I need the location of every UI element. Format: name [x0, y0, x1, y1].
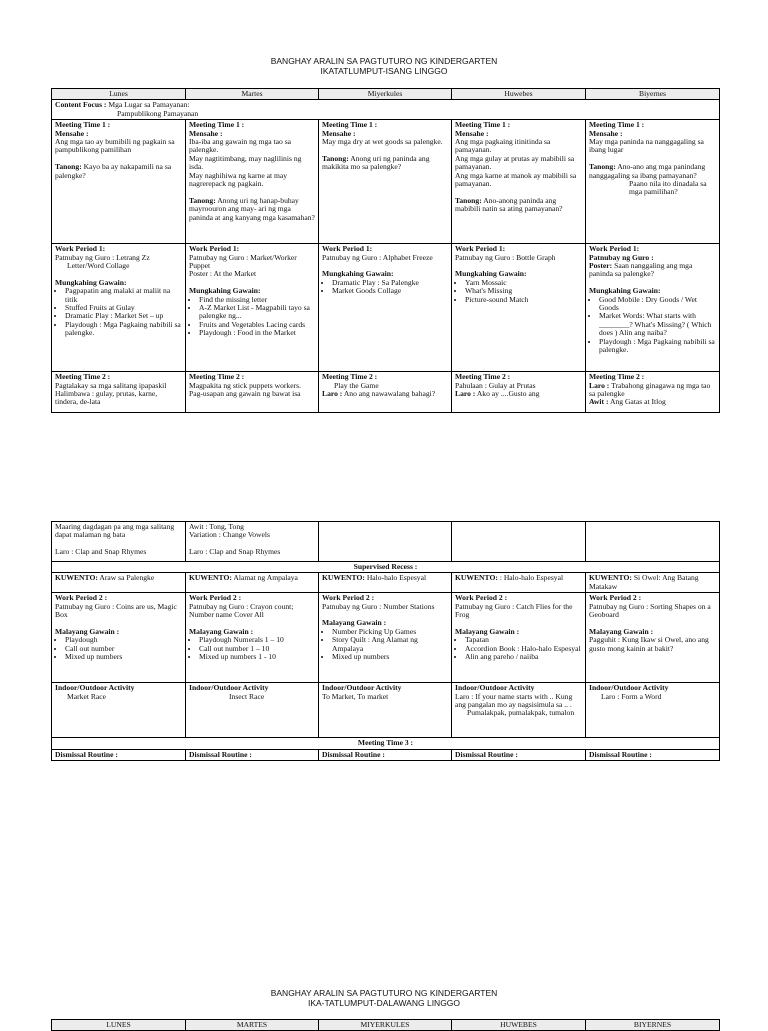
work-period-label: Work Period 2 : — [589, 593, 642, 603]
patnubay-text: Patnubay ng Guro : Letrang Zz — [55, 252, 150, 262]
continued-tuesday — [186, 522, 319, 562]
mungkahing-gawain-label: Mungkahing Gawain: — [189, 286, 261, 296]
mensahe-text: Ang mga gulay at prutas ay mabibili sa pamayanan. — [455, 153, 575, 172]
meeting-time-1-tuesday — [186, 120, 319, 244]
variation-text: Variation : Change Vowels — [189, 530, 270, 540]
day-header-thursday: HUWEBES — [452, 1020, 586, 1031]
laro-label: Laro : — [189, 547, 208, 557]
activity-list — [189, 296, 315, 338]
kuwento-label: KUWENTO: — [189, 573, 232, 583]
list-item: • Fruits and Vegetables Lacing cards — [199, 321, 315, 329]
indoor-outdoor-monday — [52, 683, 186, 738]
indoor-outdoor-thursday — [452, 683, 586, 738]
malayang-gawain-label: Malayang Gawain : — [322, 618, 387, 628]
list-item: • Playdough : Mga Pagkaing nabibili sa palengke. — [65, 321, 182, 338]
list-item: • Mixed up numbers — [332, 653, 448, 661]
tanong-label: Tanong: — [589, 162, 616, 172]
dismissal-wednesday: Dismissal Routine : — [319, 749, 452, 760]
meeting-time-3-row: Meeting Time 3 : — [52, 738, 720, 749]
activity-list — [455, 279, 582, 304]
indoor-outdoor-text: To Market, To market — [322, 691, 389, 701]
meeting-time-2-friday — [586, 372, 720, 413]
page-subtitle: IKA-TATLUMPUT-DALAWANG LINGGO — [307, 998, 461, 1008]
activity-list — [189, 636, 315, 661]
list-item: • Market Goods Collage — [332, 287, 448, 295]
list-item: • Alin ang pareho / naiiba — [465, 653, 582, 661]
list-item: • A-Z Market List - Magpabili tayo sa palengke ng... — [199, 304, 315, 321]
page-subtitle: IKATATLUMPUT-ISANG LINGGO — [320, 66, 448, 76]
mensahe-label: Mensahe : — [55, 128, 89, 138]
kuwento-title: : Halo-halo Espesyal — [499, 573, 564, 583]
patnubay-text: Patnubay ng Guro : Market/Worker Puppet — [189, 252, 297, 271]
mensahe-text: Ang mga karne at manok ay mabibili sa pamayanan. — [455, 170, 577, 189]
work-period-2-friday — [586, 593, 720, 683]
meeting-time-label: Meeting Time 2 : — [589, 372, 645, 382]
poster-label: Poster: — [589, 261, 613, 271]
indoor-outdoor-wednesday — [319, 683, 452, 738]
list-item: • Dramatic Play : Market Set – up — [65, 312, 182, 320]
activity-list — [55, 636, 182, 661]
awit-text: Awit : Tong, Tong — [189, 522, 244, 531]
lesson-plan-table-week31 — [51, 88, 720, 413]
dismissal-thursday: Dismissal Routine : — [452, 749, 586, 760]
meeting-text: Trabahong ginagawa ng mga tao sa palengke — [589, 380, 711, 399]
kuwento-label: KUWENTO: — [322, 573, 365, 583]
content-focus-cell — [52, 100, 720, 120]
list-item: • Playdough — [65, 636, 182, 644]
tanong-label: Tanong: — [455, 195, 482, 205]
meeting-time-2-wednesday — [319, 372, 452, 413]
list-item: • What's Missing — [465, 287, 582, 295]
indoor-outdoor-label: Indoor/Outdoor Activity — [455, 683, 535, 693]
meeting-time-1-friday — [586, 120, 720, 244]
tanong-text: Paano nila ito dinadala sa mga pamilihan? — [629, 179, 707, 197]
mensahe-label: Mensahe : — [322, 128, 356, 138]
work-period-2-thursday — [452, 593, 586, 683]
indoor-outdoor-label: Indoor/Outdoor Activity — [189, 683, 269, 693]
continued-friday — [586, 522, 720, 562]
work-period-1-monday — [52, 244, 186, 372]
meeting-text: Ako ay ....Gusto ang — [476, 389, 540, 399]
tanong-label: Tanong: — [55, 162, 82, 172]
day-header-monday: Lunes — [52, 89, 186, 100]
day-header-wednesday: MIYERKULES — [319, 1020, 452, 1031]
mungkahing-gawain-label: Mungkahing Gawain: — [322, 269, 394, 279]
laro-label: Laro : — [589, 380, 610, 390]
work-period-1-tuesday — [186, 244, 319, 372]
work-period-label: Work Period 1: — [55, 244, 106, 254]
tanong-text: Anong uri ng paninda ang makikita mo sa palengke? — [322, 153, 430, 172]
meeting-text: Ang Gatas at Itlog — [609, 397, 666, 407]
patnubay-text: Patnubay ng Guro : Crayon count; Number name Cover All — [189, 601, 294, 620]
list-item: • Playdough : Food in the Market — [199, 329, 315, 337]
meeting-time-1-thursday — [452, 120, 586, 244]
content-focus-label: Content Focus : — [55, 100, 107, 110]
patnubay-text: Patnubay ng Guro : Alphabet Freeze — [322, 252, 433, 262]
malayang-gawain-text: Pagguhit : Kung Ikaw si Owel, ano ang gusto mong kainin at bakit? — [589, 635, 709, 653]
patnubay-text: Letter/Word Collage — [67, 261, 130, 271]
day-header-monday: LUNES — [52, 1020, 186, 1031]
day-header-tuesday: MARTES — [186, 1020, 319, 1031]
list-item: • Tapatan — [465, 636, 582, 644]
kuwento-title: Alamat ng Ampalaya — [233, 573, 298, 583]
indoor-outdoor-label: Indoor/Outdoor Activity — [589, 683, 669, 693]
kuwento-label: KUWENTO: — [55, 573, 98, 583]
page-title: BANGHAY ARALIN SA PAGTUTURO NG KINDERGARTEN — [270, 56, 498, 66]
work-period-label: Work Period 2 : — [455, 593, 508, 603]
meeting-time-label: Meeting Time 1 : — [589, 120, 645, 130]
work-period-label: Work Period 2 : — [189, 593, 242, 603]
kuwento-label: KUWENTO: — [455, 573, 498, 583]
meeting-time-label: Meeting Time 1 : — [189, 120, 245, 130]
list-item: • Yarn Mossaic — [465, 279, 582, 287]
poster-text: Saan nanggaling ang mga paninda sa palengke? — [589, 261, 693, 279]
malayang-gawain-label: Malayang Gawain : — [455, 626, 520, 636]
meeting-time-label: Meeting Time 1 : — [322, 120, 378, 130]
meeting-text: Pagtalakay sa mga salitang ipapaskil — [55, 380, 167, 390]
malayang-gawain-label: Malayang Gawain : — [589, 626, 654, 636]
supervised-recess-row: Supervised Recess : — [52, 562, 720, 573]
mungkahing-gawain-label: Mungkahing Gawain: — [455, 269, 527, 279]
list-item: • Good Mobile : Dry Goods / Wet Goods — [599, 296, 716, 313]
activity-list — [455, 636, 582, 661]
kuwento-title: Si Owel: Ang Batang Matakaw — [589, 573, 699, 591]
day-header-friday: Biyernes — [586, 89, 720, 100]
work-period-2-wednesday — [319, 593, 452, 683]
laro-text: Clap and Snap Rhymes — [209, 547, 281, 557]
tanong-text: Ano-ano ang mga panindang nanggagaling sa ibang pamayanan? — [589, 162, 706, 180]
meeting-time-2-monday — [52, 372, 186, 413]
meeting-time-label: Meeting Time 2 : — [55, 372, 111, 382]
lesson-plan-table-continued — [51, 521, 720, 761]
meeting-text: Pahulaan : Gulay at Prutas — [455, 380, 536, 390]
list-item: • Picture-sound Match — [465, 296, 582, 304]
meeting-time-label: Meeting Time 2 : — [189, 372, 245, 382]
work-period-1-wednesday — [319, 244, 452, 372]
work-period-label: Work Period 1: — [189, 244, 240, 254]
mensahe-text: Ang mga tao ay bumibili ng pagkain sa pampublikong pamilihan — [55, 137, 175, 155]
content-focus-subtext: Pampublikong Pamayanan — [117, 108, 199, 118]
kuwento-wednesday — [319, 573, 452, 593]
meeting-time-label: Meeting Time 1 : — [55, 120, 111, 130]
day-header-wednesday: Miyerkules — [319, 89, 452, 100]
meeting-time-1-monday — [52, 120, 186, 244]
meeting-time-label: Meeting Time 2 : — [322, 372, 378, 382]
work-period-1-thursday — [452, 244, 586, 372]
day-header-thursday: Huwebes — [452, 89, 586, 100]
continued-monday — [52, 522, 186, 562]
meeting-time-2-tuesday — [186, 372, 319, 413]
content-focus-text: Mga Lugar sa Pamayanan: — [108, 100, 190, 110]
kuwento-title: Halo-halo Espesyal — [366, 573, 427, 583]
mensahe-text: Ang mga pagkaing itinitinda sa pamayanan. — [455, 137, 551, 155]
meeting-time-label: Meeting Time 2 : — [455, 372, 511, 382]
page-title: BANGHAY ARALIN SA PAGTUTURO NG KINDERGARTEN — [270, 988, 498, 998]
tanong-label: Tanong: — [322, 153, 349, 163]
list-item: • Stuffed Fruits at Gulay — [65, 304, 182, 312]
day-header-friday: BIYERNES — [586, 1020, 720, 1031]
list-item: • Accordion Book : Halo-halo Espesyal — [465, 645, 582, 653]
laro-label: Laro : — [455, 389, 476, 399]
list-item: • Mixed up numbers — [65, 653, 182, 661]
mensahe-label: Mensahe : — [189, 128, 223, 138]
patnubay-text: Patnubay ng Guro : Number Stations — [322, 601, 435, 611]
dismissal-tuesday: Dismissal Routine : — [186, 749, 319, 760]
list-item: • Market Words: What starts with ________? What's Missing? ( Which does ) Alin ang naiba? — [599, 312, 716, 337]
meeting-text: Maaring dagdagan pa ang mga salitang dapat malaman ng bata — [55, 522, 175, 540]
meeting-text: Ano ang nawawalang bahagi? — [343, 389, 436, 399]
list-item: • Pagpapatin ang malaki at maliit na titik — [65, 287, 182, 304]
list-item: • Mixed up numbers 1 - 10 — [199, 653, 315, 661]
malayang-gawain-label: Malayang Gawain : — [55, 626, 120, 636]
work-period-2-tuesday — [186, 593, 319, 683]
meeting-text: Halimbawa : gulay, prutas, karne, tindera, de-lata — [55, 389, 158, 407]
mensahe-label: Mensahe : — [589, 128, 623, 138]
day-header-tuesday: Martes — [186, 89, 319, 100]
list-item: • Call out number — [65, 645, 182, 653]
patnubay-text: Patnubay ng Guro : — [589, 252, 654, 262]
list-item: • Story Quilt : Ang Alamat ng Ampalaya — [332, 636, 448, 653]
indoor-outdoor-text: Laro : If your name starts with .. Kung ang pangalan mo ay nagsisimula sa .. . — [455, 691, 573, 710]
patnubay-text: Patnubay ng Guro : Catch Flies for the Frog — [455, 601, 573, 620]
dismissal-friday: Dismissal Routine : — [586, 749, 720, 760]
indoor-outdoor-text: Market Race — [67, 691, 107, 701]
patnubay-text: Patnubay ng Guro : Sorting Shapes on a Geoboard — [589, 601, 711, 620]
indoor-outdoor-text: Insect Race — [229, 691, 265, 701]
mensahe-text: Iba-iba ang gawain ng mga tao sa palengke. — [189, 137, 292, 155]
laro-text: Clap and Snap Rhymes — [75, 547, 147, 557]
mensahe-text: May naghihiwa ng karne at may nagrerepack ng pagkain. — [189, 170, 288, 189]
work-period-label: Work Period 1: — [322, 244, 373, 254]
mensahe-text: May nagtitimbang, may naglilinis ng isda. — [189, 153, 302, 172]
activity-list — [55, 287, 182, 337]
patnubay-text: Patnubay ng Guro : Coins are us, Magic Box — [55, 601, 177, 620]
mensahe-text: May mga paninda na nanggagaling sa ibang lugar — [589, 137, 704, 155]
kuwento-label: KUWENTO: — [589, 573, 632, 583]
activity-list — [589, 296, 716, 355]
kuwento-friday — [586, 573, 720, 593]
awit-label: Awit : — [589, 397, 609, 407]
work-period-label: Work Period 1: — [589, 244, 640, 254]
mungkahing-gawain-label: Mungkahing Gawain: — [589, 286, 661, 296]
work-period-label: Work Period 2 : — [322, 593, 375, 603]
list-item: • Call out number 1 – 10 — [199, 645, 315, 653]
laro-label: Laro : — [55, 547, 74, 557]
activity-list — [322, 279, 448, 296]
tanong-text: Ano-anong paninda ang mabibili natin sa ating pamayanan? — [455, 195, 563, 214]
mensahe-text: May mga dry at wet goods sa palengke. — [322, 137, 443, 147]
indoor-outdoor-label: Indoor/Outdoor Activity — [322, 683, 402, 693]
tanong-text: Anong uri ng hanap-buhay mayroouron ang may- ari ng mga paninda at ang kanyang mga kasamahan? — [189, 195, 315, 222]
continued-thursday — [452, 522, 586, 562]
mungkahing-gawain-label: Mungkahing Gawain: — [55, 277, 127, 287]
patnubay-text: Patnubay ng Guro : Bottle Graph — [455, 252, 556, 262]
indoor-outdoor-friday — [586, 683, 720, 738]
meeting-time-2-thursday — [452, 372, 586, 413]
kuwento-monday — [52, 573, 186, 593]
meeting-text: Play the Game — [334, 380, 379, 390]
dismissal-monday: Dismissal Routine : — [52, 749, 186, 760]
list-item: • Number Picking Up Games — [332, 628, 448, 636]
lesson-plan-table-week32 — [51, 1019, 720, 1031]
list-item: • Find the missing letter — [199, 296, 315, 304]
meeting-time-label: Meeting Time 1 : — [455, 120, 511, 130]
list-item: • Dramatic Play : Sa Palengke — [332, 279, 448, 287]
kuwento-thursday — [452, 573, 586, 593]
meeting-text: Magpakita ng stick puppets workers. Pag-usapan ang gawain ng bawat isa — [189, 380, 301, 399]
indoor-outdoor-label: Indoor/Outdoor Activity — [55, 683, 135, 693]
poster-text: Poster : At the Market — [189, 269, 257, 279]
list-item: • Playdough : Mga Pagkaing nabibili sa palengke. — [599, 338, 716, 355]
meeting-time-1-wednesday — [319, 120, 452, 244]
kuwento-tuesday — [186, 573, 319, 593]
laro-label: Laro : — [322, 389, 343, 399]
tanong-label: Tanong: — [189, 195, 216, 205]
tanong-text: Kayo ba ay nakapamili na sa palengke? — [55, 162, 172, 180]
indoor-outdoor-tuesday — [186, 683, 319, 738]
activity-list — [322, 628, 448, 662]
malayang-gawain-label: Malayang Gawain : — [189, 626, 254, 636]
work-period-2-monday — [52, 593, 186, 683]
work-period-label: Work Period 1: — [455, 244, 506, 254]
mensahe-label: Mensahe : — [455, 128, 489, 138]
work-period-1-friday — [586, 244, 720, 372]
work-period-label: Work Period 2 : — [55, 593, 108, 603]
indoor-outdoor-text: Pumalakpak, pumalakpak, tumalon — [467, 708, 575, 718]
list-item: • Playdough Numerals 1 – 10 — [199, 636, 315, 644]
kuwento-title: Araw sa Palengke — [99, 573, 155, 583]
indoor-outdoor-text: Laro : Form a Word — [601, 691, 662, 701]
continued-wednesday — [319, 522, 452, 562]
